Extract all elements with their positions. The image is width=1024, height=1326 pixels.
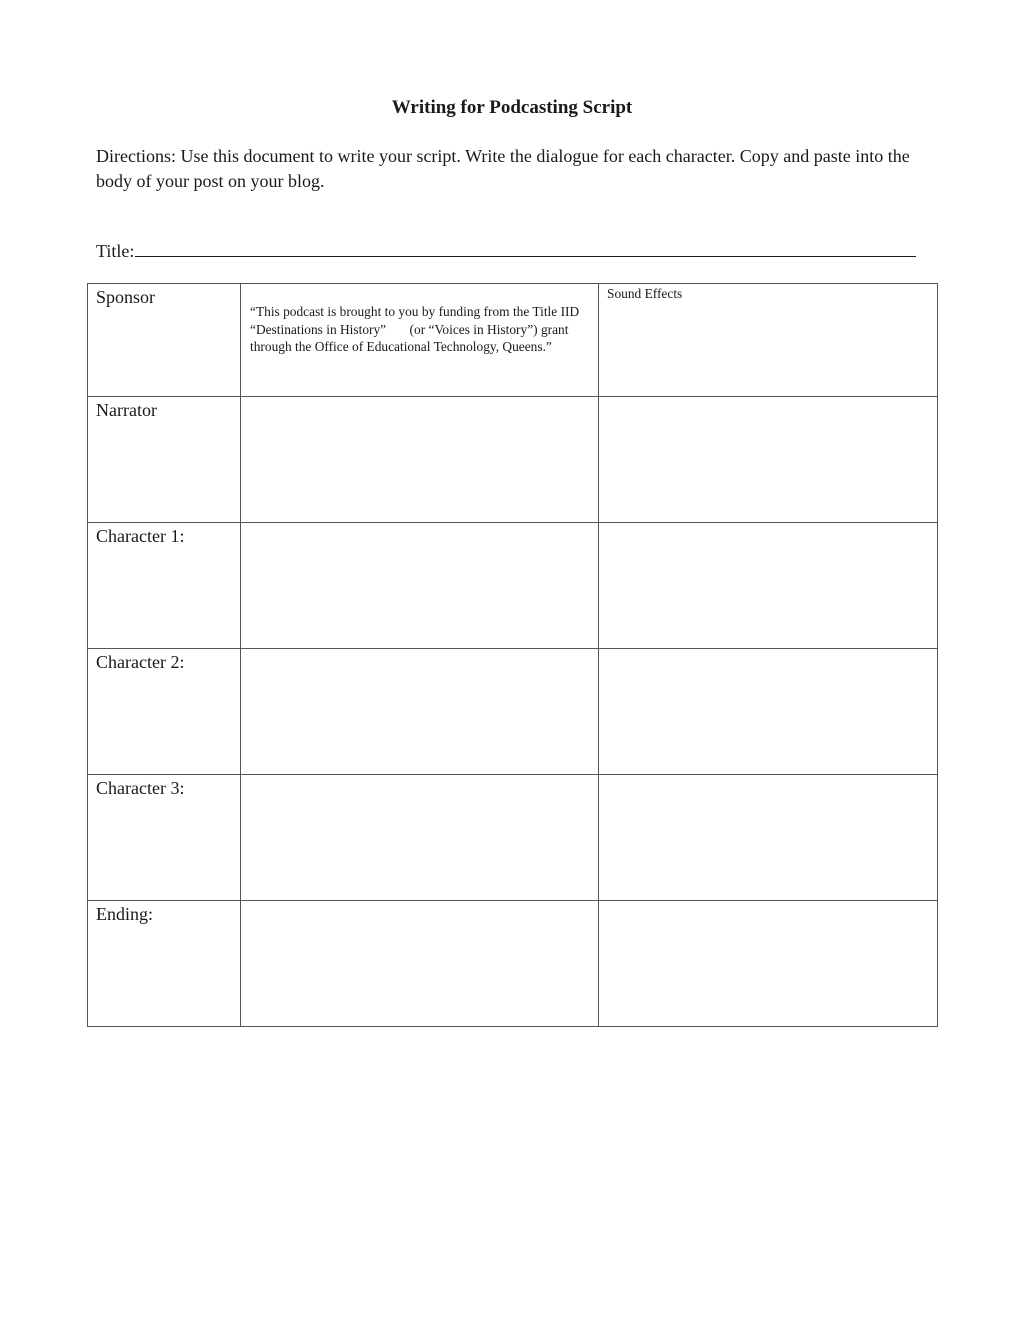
role-label-character-2: Character 2: — [96, 652, 185, 672]
script-input-area[interactable] — [241, 649, 598, 774]
sound-effects-input-area[interactable] — [599, 649, 937, 774]
table-row-narrator — [88, 397, 938, 523]
page-title: Writing for Podcasting Script — [391, 97, 633, 118]
sound-effects-input-area[interactable] — [599, 775, 937, 900]
sound-effects-header: Sound Effects — [607, 286, 683, 301]
role-cell — [88, 649, 241, 775]
script-cell-narrator[interactable] — [241, 397, 599, 523]
script-cell-character-2[interactable] — [241, 649, 599, 775]
sound-effects-input-area[interactable] — [599, 523, 937, 648]
sound-effects-cell-sponsor[interactable] — [599, 284, 938, 397]
role-label-ending: Ending: — [96, 904, 153, 924]
sound-effects-cell-character-2[interactable] — [599, 649, 938, 775]
role-label-narrator: Narrator — [96, 400, 157, 420]
title-field[interactable] — [96, 238, 916, 262]
table-row-ending — [88, 901, 938, 1027]
directions-text: Directions: Use this document to write your script. Write the dialogue for each character. Copy and paste into the body of your post on your blog. — [96, 146, 910, 191]
table-row-sponsor — [88, 284, 938, 397]
role-cell — [88, 775, 241, 901]
table-row-character-2 — [88, 649, 938, 775]
title-field-underline[interactable] — [135, 238, 916, 257]
role-cell — [88, 284, 241, 397]
script-input-area[interactable] — [241, 901, 598, 1026]
role-cell — [88, 523, 241, 649]
role-cell — [88, 901, 241, 1027]
sound-effects-cell-character-1[interactable] — [599, 523, 938, 649]
sound-effects-input-area[interactable] — [599, 397, 937, 522]
script-cell-character-3[interactable] — [241, 775, 599, 901]
sound-effects-cell-character-3[interactable] — [599, 775, 938, 901]
table-row-character-1 — [88, 523, 938, 649]
table-row-character-3 — [88, 775, 938, 901]
role-label-character-1: Character 1: — [96, 526, 185, 546]
sound-effects-cell-ending[interactable] — [599, 901, 938, 1027]
sound-effects-input-area[interactable] — [599, 901, 937, 1026]
script-cell-sponsor[interactable] — [241, 284, 599, 397]
script-input-area[interactable] — [241, 397, 598, 522]
script-table — [87, 283, 938, 1027]
script-cell-character-1[interactable] — [241, 523, 599, 649]
title-field-label: Title: — [96, 241, 135, 261]
sound-effects-cell-narrator[interactable] — [599, 397, 938, 523]
role-label-character-3: Character 3: — [96, 778, 185, 798]
role-cell — [88, 397, 241, 523]
sponsor-statement: “This podcast is brought to you by funding from the Title IID “Destinations in History” (or “Voices in History”) grant through the Office of Educational Technology, Queens.” — [250, 304, 580, 354]
script-cell-ending[interactable] — [241, 901, 599, 1027]
script-input-area[interactable] — [241, 523, 598, 648]
script-input-area[interactable] — [241, 775, 598, 900]
role-label-sponsor: Sponsor — [96, 287, 156, 307]
